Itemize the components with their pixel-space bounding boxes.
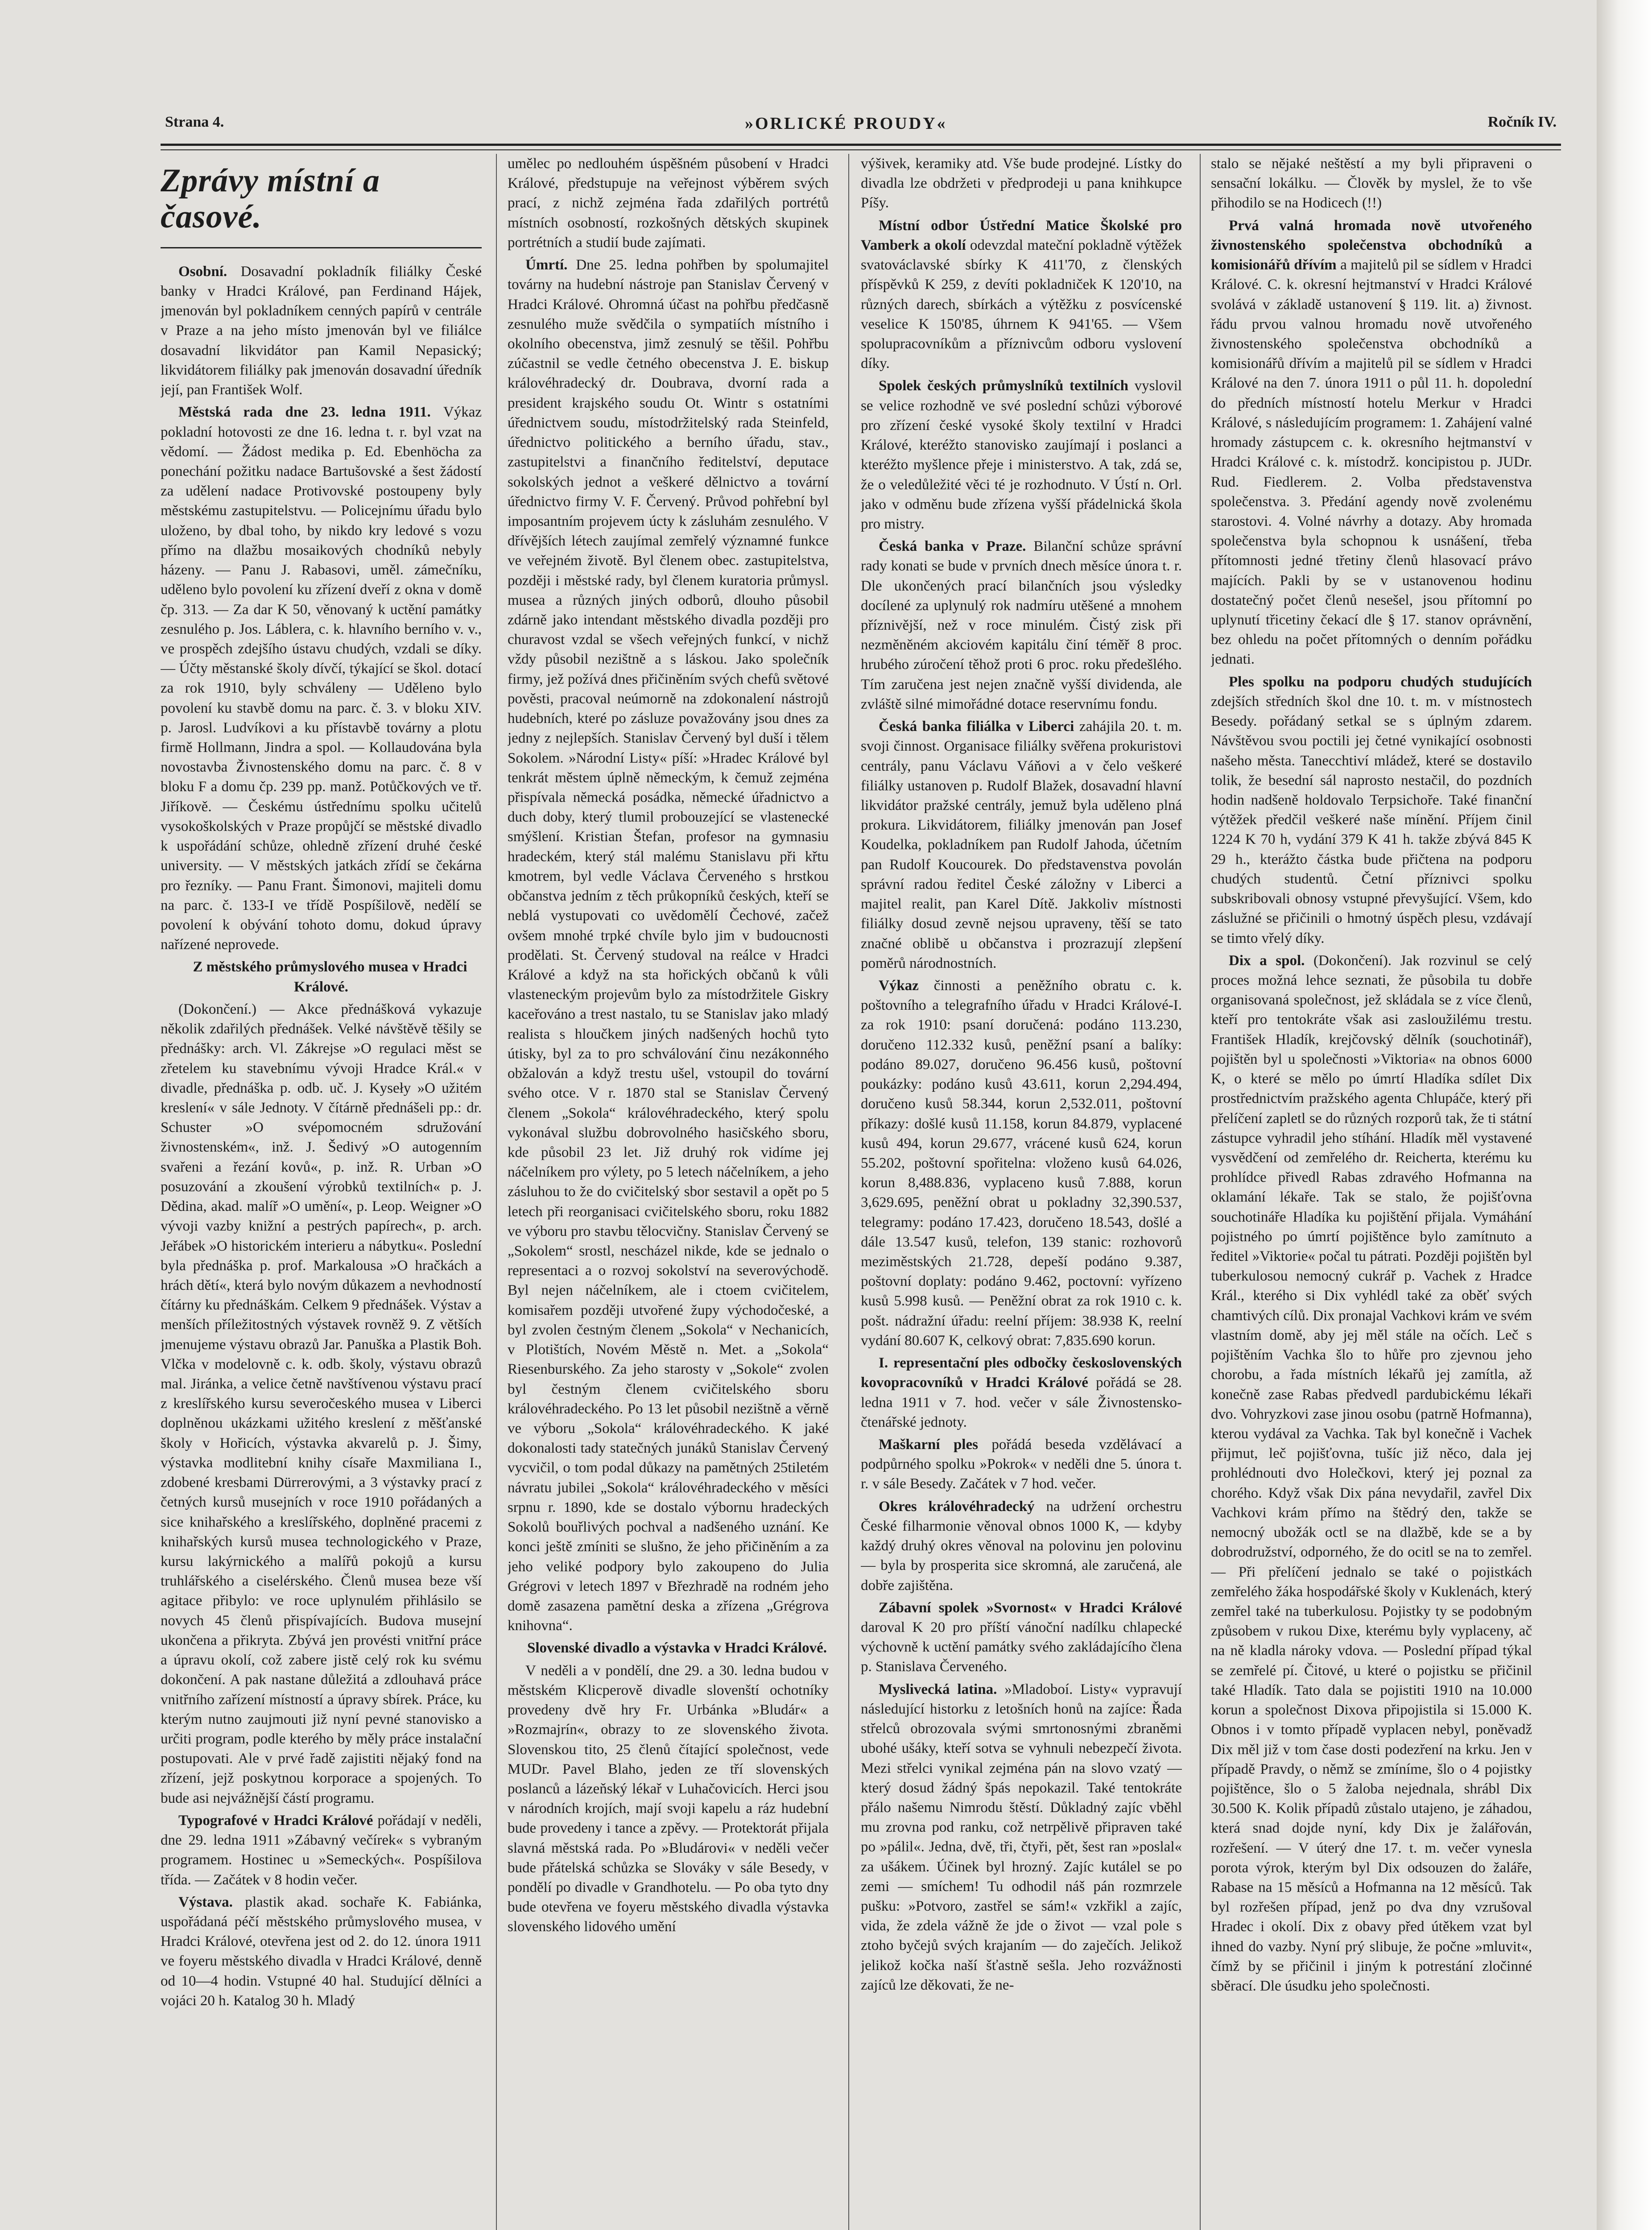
article-heading: Česká banka filiálka v Liberci <box>879 719 1079 735</box>
article-text: na udržení orchestru České filharmonie věnoval obnos 1000 K, — kdyby každý druhý okres věnoval na polovinu jen polovinu — byla by prosperita sice skromná, ale zaručená, ale dobře zajištěna. <box>861 1498 1182 1594</box>
article-paragraph <box>1211 154 1532 213</box>
column-3 <box>861 154 1182 2230</box>
article-paragraph <box>861 1680 1182 1995</box>
page-number: Strana 4. <box>165 114 224 130</box>
article-heading: Zábavní spolek »Svornost« v Hradci Králové <box>879 1599 1182 1616</box>
article-text: výšivek, keramiky atd. Vše bude prodejné. Lístky do divadla lze obdržeti v předprodeji u pana knihkupce Píšy. <box>861 156 1182 211</box>
article-subheading: Slovenské divadlo a výstavka v Hradci Králové. <box>527 1640 827 1656</box>
article-heading: Osobní. <box>178 263 241 280</box>
article-paragraph <box>161 262 482 400</box>
article-heading: Prvá valná hromada nově utvořeného živnostenského společenstva obchodníků a komisionářů dřívím <box>1211 217 1532 273</box>
article-paragraph <box>861 1353 1182 1432</box>
article-heading: Místní odbor Ústřední Matice Školské pro Vamberk a okolí <box>861 217 1182 253</box>
article-text: daroval K 20 pro příští vánoční nadílku chlapecké výchovně k uctění památky svého zakládajícího člena p. Stanislava Červeného. <box>861 1619 1182 1675</box>
column-2 <box>508 154 829 2230</box>
article-heading: Typografové v Hradci Králové <box>178 1812 378 1829</box>
article-paragraph <box>161 1811 482 1890</box>
column-divider <box>1200 154 1201 2230</box>
article-heading: Výstava. <box>178 1894 245 1910</box>
article-heading: I. representační ples odbočky československých kovopracovníků v Hradci Králové <box>861 1355 1182 1391</box>
article-heading: Výkaz <box>879 977 934 994</box>
article-heading: Dix a spol. <box>1229 952 1314 969</box>
article-text: a majitelů pil se sídlem v Hradci Králové. C. k. okresní hejtmanství v Hradci Králové svolává v základě ustanovení § 119. lit. a) živnost. řádu prvou valnou hromadu nově utvořeného živnostenského společenstva obchodníků a komisionářů dřívím a majitelů pil se sídlem v Hradci Králové na den 7. února 1911 o půl 11. h. dopolední do předních místností hotelu Merkur v Hradci Králové, s následujícím programem: 1. Zahájení valné hromady zástupcem c. k. okresního hejtmanství v Hradci Králové c. k. místodrž. koncipistou p. JUDr. Rud. Fiedlerem. 2. Volba představenstva společenstva. 3. Předání agendy nově zvolenému starostovi. 4. Volné návrhy a dotazy. Aby hromada společenstva byla schopnou k usnášení, třeba přítomnosti jedné třetiny členů hlasovací právo majících. Pakli by se v ustanovenou hodinu dostatečný počet členů nesešel, jsou přítomní po uplynutí třicetiny čekací dle § 17. stanov oprávnění, bez ohledu na počet přítomných o denním pořádku jednati. <box>1211 257 1532 668</box>
article-paragraph <box>861 976 1182 1350</box>
article-heading: Česká banka v Praze. <box>879 538 1034 555</box>
column-divider <box>848 154 849 2230</box>
section-title: Zprávy místní a časové. <box>161 154 482 248</box>
article-text: Výkaz pokladní hotovosti ze dne 16. ledna t. r. byl vzat na vědomí. — Žádost medika p. Ed. Ebenhöcha za ponechání požitku nadace Bartušovské a šest žádostí za udělení nadace Protivovské postoupeny byly městskému zastupitelstvu. — Policejnímu úřadu bylo uloženo, by dbal toho, by nikdo kry ledové s vozu přímo na dlažbu mosaikových chodníků nebyly házeny. — Panu J. Rabasovi, uměl. zámečníku, uděleno bylo povolení ku zřízení dveří z okna v domě čp. 313. — Za dar K 50, věnovaný k uctění památky zesnulého p. Jos. Láblera, c. k. hlavního berního v. v., ve prospěch zdejšího ústavu chudých, vzdali se díky. — Účty městanské školy dívčí, týkající se škol. dotací za rok 1910, byly schváleny — Uděleno bylo povolení ku stavbě domu na parc. č. 3. v bloku XIV. p. Jarosl. Ludvíkovi a ku přístavbě továrny a plotu firmě Hollmann, Jindra a spol. — Kollaudována byla novostavba Živnostenského domu na parc. č. 8 v bloku F a domu čp. 239 pp. manž. Potůčkových ve tř. Jiříkově. — Českému ústřednímu spolku učitelů vysokoškolských v Praze propůjčí se městské divadlo k uspořádání schůze, ohledně zřízení druhé české university. — V městských jatkách zřídí se čekárna pro řezníky. — Panu Frant. Šimonovi, majiteli domu na parc. č. 133-I ve třídě Pospíšilově, nedělí se povolení k obývání tohoto domu, dokud úpravy nařízené neprovede. <box>161 404 482 953</box>
article-heading: Městská rada dne 23. ledna 1911. <box>178 404 443 421</box>
article-heading: Maškarní ples <box>879 1437 992 1453</box>
article-paragraph <box>508 255 829 1635</box>
article-text: umělec po nedlouhém úspěšném působení v Hradci Králové, předstupuje na veřejnost výběrem svých prací, z nichž zejména řada zdařilých portrétů místních osobností, rozkošných dětských skupinek portrétních a studií bude zajímati. <box>508 156 829 251</box>
newspaper-name: »ORLICKÉ PROUDY« <box>745 114 947 133</box>
article-paragraph <box>1211 672 1532 948</box>
page-edge <box>1597 0 1652 2230</box>
article-paragraph <box>861 1497 1182 1595</box>
article-paragraph <box>861 717 1182 973</box>
article-heading: Myslivecká latina. <box>879 1681 1005 1697</box>
article-heading: Spolek českých průmyslníků textilních <box>879 378 1135 394</box>
article-text: stalo se nějaké neštěstí a my byli připraveni o sensační lokálku. — Člověk by myslel, že to vše přihodilo se na Hodicech (!!) <box>1211 156 1532 211</box>
article-heading: Okres královéhradecký <box>879 1498 1046 1515</box>
article-text: Bilanční schůze správní rady konati se bude v prvních dnech měsíce února t. r. Dle ukončených prací bilančních jsou výsledky docílené za uplynulý rok nadmíru utěšené a mnohem příznivější, než v roce minulém. Čistý zisk při nezměněném akciovém kapitálu činí téměř 8 proc. hrubého zúročení těhož proti 6 proc. roku předešlého. Tím zaručena jest nejen značně vyšší dividenda, ale zvláště silné mimořádné dotace reservnímu fondu. <box>861 538 1182 712</box>
header-rule <box>161 144 1561 150</box>
column-1 <box>161 154 482 2230</box>
article-text: »Mladoboí. Listy« vypravují následující historku z letošních honů na zajíce: Řada střelců obrozovala svými smrtonosnými zbraněmi ubohé ušáky, kteří sotva se vyhnuli nebezpečí života. Mezi střelci vynikal zejména pán na slovo vzatý — který dosud žádný špás nepokazil. Také tentokráte přálo našemu Nimrodu štěstí. Důkladný zajíc vběhl mu zrovna pod ranku, což netrpělivě připraven také po »pálil«. Jedna, dvě, tři, čtyři, pět, šest ran »poslal« za ušákem. Účinek byl hrozný. Zajíc kutálel se po zemi — smíchem! Tu odhodil náš pán rozmrzele pušku: »Potvoro, zastřel se sám!« vzkřikl a zajíc, vida, že zdela vážně že jde o život — vzal pole s ztoho byčejů svých krajaním — do zaječích. Jelikož jelikož kočka naší šťastně sešla. Jeho rozvážnosti zajíců lze děkovati, že ne- <box>861 1681 1182 1993</box>
article-text: (Dokončení). Jak rozvinul se celý proces možná lehce seznati, že působila tu dobře organisovaná společnost, jež skládala se z více členů, kteří pro tentokráte však asi zasloužilému trestu. František Hladík, krejčovský dělník (souchotinář), pojištěn byl u společnosti »Viktoria« na obnos 6000 K, o které se mělo po úmrtí Hladíka sdílet Dix prostřednictvím pražského agenta Chlupáče, který při přelíčení zapletl se do různých rozporů tak, že ti státní zástupce vyhradil jeho stíhání. Hladík měl vystavené vysvědčení od zemřelého dr. Reicherta, kterému ku prohlídce přivedl Rabas zdravého Hofmanna na oklamání lékaře. Tak se stalo, že pojišťovna souchotináře Hladíka ku pojištění přijala. Vymáhání pojistného po úmrtí pojištěnce bylo zamítnuto a ředitel »Viktorie« počal tu pátrati. Později pojištěn byl tuberkulosou nemocný cukrář p. Vachek z Hradce Král., kterého si Dix vyhlédl také za oběť svých chamtivých cílů. Dix pronajal Vachkovi krám ve svém vlastním domě, aby jej měl stále na očích. Leč s pojištěním Vachka šlo to hůře pro zjevnou jeho chorobu, a řada místních lékařů jej zamítla, až konečně zase Rabas předvedl pardubickému lékaři dvo. Vohryzkovi zase jinou osobu (patrně Hofmanna), kterou vydával za Vachka. Tak byl konečně i Vachek přijmut, leč pojišťovna, tušíc již něco, dala jej prohlédnouti dvo Holečkovi, který jej poznal za chorého. Když však Dix pána nevydařil, zavřel Dix Vachkovi krám přímo na štědrý den, takže se nemocný ubožák octl se na dlažbě, kde se a by dobrodružství, odporného, že do ocitl se na to zemřel. — Při přelíčení jednalo se také o pojistkách zemřelého žáka hospodářské školy v Kuklenách, který zemřel také na tuberkulosu. Pojistky ty se podobným způsobem v rukou Dixe, kterému byly vyplaceny, ač na ně kladla nároky vdova. — Poslední případ týkal se zemřelé pí. Čitové, u které o pojistku se přičinil také Hladík. Tato dala se pojistiti 1910 na 10.000 korun a společnost Dixova připojistila si 15.000 K. Obnos i v tomto případě vyplacen nebyl, poněvadž Dix měl již v tom čase dosti podezření na krku. Jen v případě Pravdy, o němž se zmíníme, šlo o 4 pojistky pojištěnce, šlo o 5 žaloba nejednala, shrábl Dix 30.500 K. Kolik případů zůstalo utajeno, je záhadou, která snad dojde nyní, kdy Dix je žalářován, rozřešení. — V úterý dne 17. t. m. večer vynesla porota výrok, kterým byl Dix odsouzen do žaláře, Rabase na 15 měsíců a Hofmanna na 12 měsíců. Tak byl rozřešen případ, jenž po dva dny vzrušoval Hradec i okolí. Dix z obavy před útěkem vzat byl ihned do vazby. Nyní prý slibuje, že počne »mluvit«, čímž by se přičinil i jiným k potrestání zločinné sběrací. Dle úsudku jeho společnosti. <box>1211 952 1532 1995</box>
page-header <box>165 114 1557 140</box>
article-paragraph <box>861 537 1182 714</box>
article-paragraph <box>161 402 482 954</box>
article-paragraph <box>861 216 1182 374</box>
article-paragraph <box>161 999 482 1808</box>
article-text: (Dokončení.) — Akce přednášková vykazuje několik zdařilých přednášek. Velké návštěvě těšily se přednášky: arch. Vl. Zákrejse »O regulaci měst se zřetelem ku stavebnímu vývoji Hradce Král.« v divadle, přednáška p. odb. uč. J. Kyseły »O užitém kreslení« v sále Jednoty. V čítárně přednášeli pp.: dr. Schuster »O svépomocném sdružování živnostenském«, inž. J. Šedivý »O autogenním svařeni a řezání kovů«, p. inž. R. Urban »O posuzování a zkoušení výrobků textilních« p. J. Dědina, akad. malíř »O umění«, p. Leop. Weigner »O vývoji vazby knižní a pestrých papírech«, p. arch. Jeřábek »O historickém interieru a nábytku«. Poslední byla přednáška p. prof. Markalousa »O hračkách a hrách dětí«, která bylo novým důkazem a nevhodností čítárny ku přednáškám. Celkem 9 přednášek. Výstav a menších příležitostných výstavek rovněž 9. Z větších jmenujeme výstavu obrazů Jar. Panuška a Plastik Boh. Vlčka v modelovně c. k. odb. školy, výstavu obrazů mal. Jiránka, a velice četně navštívenou výstavu prací z kreslířského kursu severočeského musea v Liberci doplněnou ukázkami užitého kreslení z měšťanské školy v Hořicích, výstavka akvarelů p. J. Šimy, výstavka modlitební knihy císaře Maxmiliana I., zdobené kresbami Dürrerovými, a 3 výstavky prací z četných kursů musejních v roce 1910 pořádaných a sice knihařského a kreslířského, doplněné pracemi z knihařských kursů musea technologického v Praze, kursu lakýrnického a malířů pokojů a kursu truhlářského a ciselérského. Členů musea beze vší agitace přibylo: ve roce uplynulém přihlásilo se novych 45 členů přispívajících. Budova musejní ukončena a přikryta. Zbývá jen provésti vnitřní práce a úpravu okolí, což zabere jistě celý rok ku svému dokončení. A pak nastane důležitá a zdlouhavá práce vnitřního zařízení místností a úpravy sbírek. Práce, ku kterým nutno zaujmouti již nyní pevné stanovisko a určiti program, podle kterého by měly práce instalační postupovati. Ale v prvé řadě zajistiti nějaký fond na zřízení, jejž poskytnou korporace a spojených. To bude asi nejvážnější částí programu. <box>161 1001 482 1806</box>
article-heading: Ples spolku na podporu chudých studujících <box>1229 673 1532 690</box>
article-paragraph <box>861 1598 1182 1677</box>
article-text: pořádají v neděli, dne 29. ledna 1911 »Zábavný večírek« s vybraným programem. Hostinec u »Semeckých«. Pospíšilova třída. — Začátek v 8 hodin večer. <box>161 1812 482 1888</box>
article-text: pořádá se 28. ledna 1911 v 7. hod. večer v sále Živnostensko-čtenářské jednoty. <box>861 1375 1182 1430</box>
article-text: plastik akad. sochaře K. Fabiánka, uspořádaná péčí městského průmyslového musea, v Hradci Králové, otevřena jest od 2. do 12. února 1911 ve foyeru městského divadla v Hradci Králové, denně od 10—4 hodin. Vstupné 40 hal. Studující dělníci a vojáci 20 h. Katalog 30 h. Mladý <box>161 1894 482 2009</box>
article-text: Dne 25. ledna pohřben by spolumajitel továrny na hudební nástroje pan Stanislav Červený v Hradci Králové. Ohromná účast na pohřbu předčasně zesnulého muže svědčila o sympatiích místního i okolního obecenstva, jimž zesnulý se těšil. Pohřbu zúčastnil se vedle četného obecenstva J. E. biskup královéhradecký dr. Doubrava, dvorní rada a president krajského soudu Ot. Wintr s ostatními úřednictvem soudu, místodržitelský rada Steinfeld, úřednictvo politického a berního úřadu, stav., zastupitelstvi a finančního ředitelství, deputace sokolských jednot a veškeré dělnictvo a tovární úřednictvo firmy V. F. Červený. Průvod pohřební byl imposantním projevem úcty k zásluhám zesnulého. V dřívějších létech zaujímal zemřelý významné funkce ve veřejném životě. Byl členem obec. zastupitelstva, později i městské rady, byl členem kuratoria průmysl. musea a různých jiných odborů, dlouho působil zdárně jako intendant městského divadla později pro churavost vzdal se všech veřejných funkcí, v nichž vždy působil nezištně a s láskou. Jako společník firmy, jež požívá dnes přičiněním svých chefů světové pověsti, pracoval neúmorně na zdokonalení nástrojů hudebních, které po zásluze považovány jsou dnes za jedny z nejlepších. Stanislav Červený byl duší i tělem Sokolem. »Národní Listy« píší: »Hradec Králové byl tenkrát městem úplně německým, k čemuž zejména přispívala německá posádka, německé úřadnictvo a duch doby, který tlumil probouzející se vlastenecké smýšlení. Kristian Štefan, profesor na gymnasiu hradeckém, který stál malému Stanislavu při křtu kmotrem, byl vedle Václava Červeného s hrstkou občanstva jedním z těch průkopníků českých, kteří se neblá vystupovati co uvědomělí Čechové, začež ovšem mnohé trpké chvíle bylo jim v budoucnosti prodělati. St. Červený studoval na reálce v Hradci Králové a když na sta hořických občanů k vůli vlasteneckým projevům bylo za místodržitele Giskry kaceřováno a trest nastalo, tu se Stanislav jako mladý realista s hloučkem jiných nadšených hochů tyto útisky, byl za to pro schválování činu nezákonného obžalován a když trestu ušel, vstoupil do tovární svého otce. V r. 1870 stal se Stanislav Červený členem „Sokola“ královéhradeckého, který spolu vykonával službu dobrovolného hasičského sboru, kde působil 23 let. Již druhý rok vidíme jej náčelníkem pro výlety, po 5 letech náčelníkem, a jeho zásluhou to že do cvičitelský sbor sestavil a opět po 5 letech při reorganisaci cvičitelského sboru, roku 1882 ve výboru pro stavbu tělocvičny. Stanislav Červený se „Sokolem“ srostl, nescházel nikde, kde se jednalo o representaci a o rozvoj sokolství na severovýchodě. Byl nejen náčelníkem, ale i ctoem cvičitelem, komisařem později utvořené župy východočeské, a byl zvolen čestným členem „Sokola“ v Nechanicích, v Plotištích, Novém Městě n. Met. a „Sokola“ Riesenburského. Za jeho starosty v „Sokole“ zvolen byl čestným členem cvičitelského sboru královéhradeckého. Po 13 let působil nezištně a věrně ve výboru „Sokola“ královéhradeckého. K jaké dokonalosti tady statečných junáků Stanislav Červený vycvičil, o tom podal důkazy na pamětných 25tiletém návratu jubilei „Sokola“ královéhradeckého v měsíci srpnu r. 1890, kde se dostalo výbornu hradeckých Sokolů bouřlivých pochval a nadšeného uznání. Ke konci ještě zmíniti se slušno, že jeho přičiněním a za jeho veliké podpory bylo zakoupeno do Julia Grégrovi v letech 1897 v Březhradě na rodném jeho domě zasazena pamětní deska a zřízena „Grégrova knihovna“. <box>508 257 829 1634</box>
article-paragraph <box>508 154 829 252</box>
article-paragraph <box>861 154 1182 213</box>
article-subheading: Z městského průmyslového musea v Hradci Králové. <box>193 959 467 995</box>
article-text: zahájila 20. t. m. svoji činnost. Organisace filiálky svěřena prokuristovi centrály, panu Václavu Váňovi a v čelo veškeré filiálky ustanoven p. Rudolf Blažek, dosavadní hlavní likvidátor pražské centrály, jemuž byla uděleno plná prokura. Likvidátorem, filiálky jmenován pan Josef Koudelka, pokladníkem pan Rudolf Jahoda, účetním pan Rudolf Koucourek. Do představenstva povolán správní radou ředitel České záložny v Liberci a majitel realit, pan Karel Dítě. Jakkoliv místnosti filiálky dosud zevně nejsou upraveny, těší se tato značné oblibě u občanstva i prozrazují zlepšení poměrů národnostních. <box>861 719 1182 971</box>
article-text: V neděli a v pondělí, dne 29. a 30. ledna budou v městském Klicperově divadle slovenští ochotníky provedeny dvě hry Fr. Urbánka »Bludár« a »Rozmajrín«, obrazy to ze slovenského života. Slovenskou tito, 25 členů čítající společnost, vede MUDr. Pavel Blaho, jeden ze tří slovenských poslanců a lázeňský lékař v Luhačovicích. Herci jsou v národních krojích, mají svoji kapelu a ráz hudební bude provedeny i tance a zpěvy. — Protektorát přijala slavná městská rada. Po »Bludárovi« v neděli večer bude přátelská schůzka se Slováky v sále Besedy, v pondělí po divadle v Grandhotelu. — Po oba tyto dny bude otevřena ve foyeru městského divadla výstavka slovenského lidového umění <box>508 1662 829 1935</box>
article-paragraph <box>161 1892 482 2011</box>
article-paragraph <box>1211 216 1532 669</box>
article-paragraph <box>861 1435 1182 1494</box>
volume-number: Ročník IV. <box>1487 114 1557 130</box>
article-text: odevzdal mateční pokladně výtěžek svatováclavské sbírky K 411'70, z členských příspěvků K 259, z devíti pokladniček K 120'10, na různých darech, sbírkách a výtěžku z posvícenské veselice K 150'85, úhrnem K 941'65. — Všem spolupracovníkům a příznivcům odboru vyslovení díky. <box>861 237 1182 372</box>
article-text: zdejších středních škol dne 10. t. m. v místnostech Besedy. pořádaný setkal se s úplným zdarem. Návštěvou svou poctili jej četné vynikající osobnosti našeho města. Tanecchtiví mládež, které se dostavilo tolik, že besední sál naprosto nestačil, do pozdních hodin nadšeně holdovalo Terpsichoře. Také finanční výtěžek předčil veškeré naše mínění. Příjem činil 1224 K 70 h, vydání 379 K 41 h. takže zbývá 845 K 29 h., kterážto částka bude přičtena na podporu chudých studentů. Četní příznivci spolku subskribovali obnosy vstupné převyšující. Všem, kdo záslužné se přičinili o hmotný úspěch plesu, vzdávají se timto vřelý díky. <box>1211 693 1532 946</box>
article-heading: Úmrtí. <box>525 257 576 273</box>
column-4 <box>1211 154 1532 2230</box>
article-paragraph <box>1211 951 1532 1996</box>
column-divider <box>496 154 497 2230</box>
article-text: činnosti a peněžního obratu c. k. poštovního a telegrafního úřadu v Hradci Králové-I. za rok 1910: psaní doručená: podáno 113.230, doručeno 112.332 kusů, peněžní psaní a balíky: podáno 89.027, doručeno 96.456 kusů, poštovní poukázky: podáno kusů 43.611, korun 2,294.494, doručeno kusů 58.344, korun 2,532.011, poštovní příkazy: došlé kusů 11.158, korun 84.879, vyplacené kusů 494, korun 29.677, vrácené kusů 624, korun 55.202, poštovní spořitelna: vloženo kusů 64.026, korun 8,488.836, vyplaceno kusů 7.888, korun 3,629.695, peněžní obrat u pokladny 32,390.537, telegramy: podáno 17.423, doručeno 18.543, došlé a dále 13.547 kusů, telefon, 139 stanic: rozhovorů meziměstských 21.728, depeší podáno 9.387, poštovní doplaty: podáno 9.462, poctovní: vyřízeno kusů 5.998 kusů. — Peněžní obrat za rok 1910 c. k. pošt. nádražní úřadu: reelní příjem: 38.938 K, reelní vydání 80.607 K, celkový obrat: 7,835.690 korun. <box>861 977 1182 1349</box>
article-text: Dosavadní pokladník filiálky České banky v Hradci Králové, pan Ferdinand Hájek, jmenován byl pokladníkem cenných papírů v centrále v Praze a na jeho místo jmenován byl ve filiálce dosavadní likvidátor pan Kamil Nepasický; likvidátorem filiálky pak jmenován dosavadní úředník její, pan František Wolf. <box>161 263 482 398</box>
article-text: vyslovil se velice rozhodně ve své poslední schůzi výborové pro zřízení české vysoké školy textilní v Hradci Králové, kteréžto stanovisko zaujímají i poslanci a kteréžto myšlence přeje i ministerstvo. A tak, zdá se, že o veledůležité věci té je rozhodnuto. V Ústí n. Orl. jako v odměnu bude zřízena vyšší přádelnická škola pro mistry. <box>861 378 1182 532</box>
article-paragraph <box>508 1661 829 1937</box>
article-text: pořádá beseda vzdělávací a podpůrného spolku »Pokrok« v neděli dne 5. února t. r. v sále Besedy. Začátek v 7 hod. večer. <box>861 1437 1182 1492</box>
article-paragraph <box>861 376 1182 534</box>
